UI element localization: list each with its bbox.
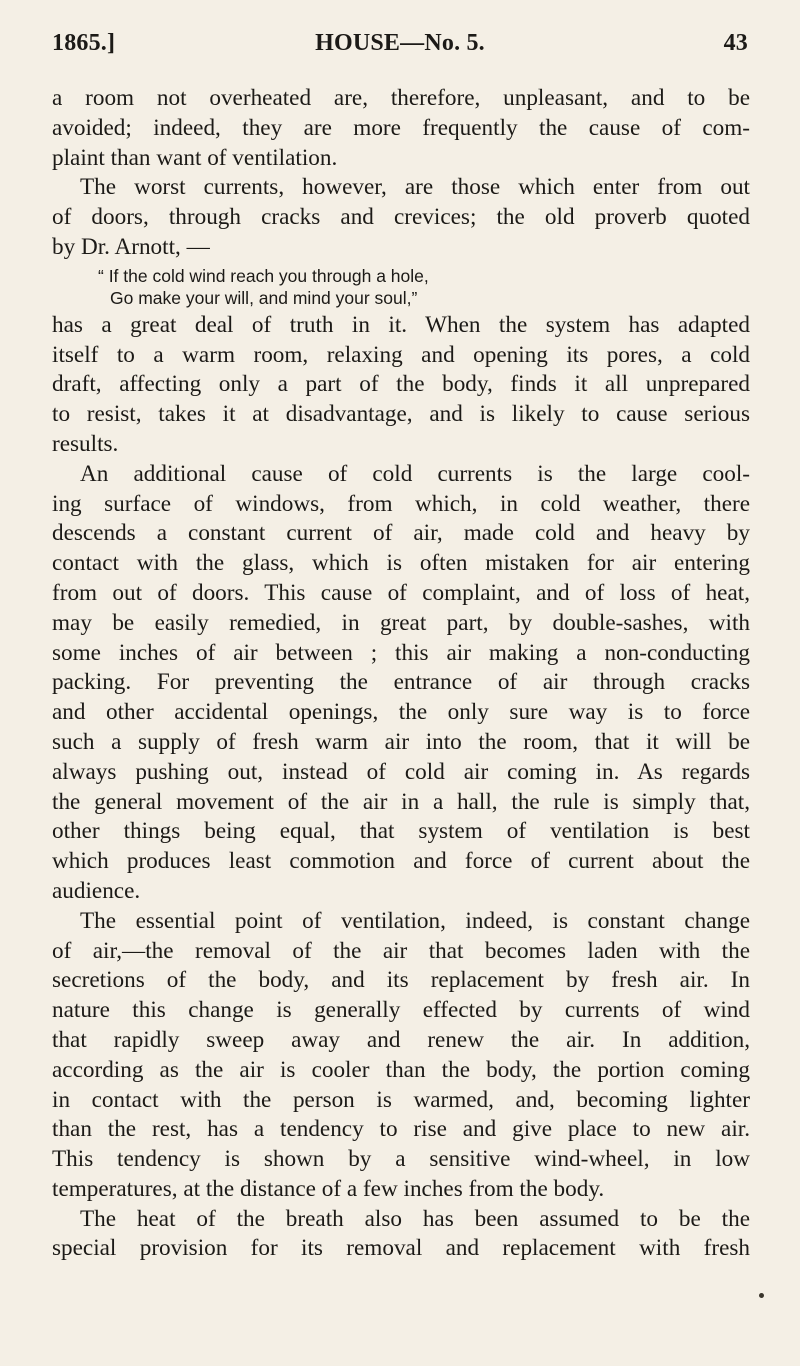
text-line: to resist, takes it at disadvantage, and is likely to cause serious [52, 401, 750, 428]
text-line: secretions of the body, and its replacement by fresh air. In [52, 967, 750, 994]
text-line: An additional cause of cold currents is the large cool- [80, 460, 750, 487]
text-line: that rapidly sweep away and renew the air. In addition, [52, 1026, 750, 1053]
text-line: and other accidental openings, the only sure way is to force [52, 699, 750, 726]
text-line: in contact with the person is warmed, and, becoming lighter [52, 1086, 750, 1113]
text-line: a room not overheated are, therefore, unpleasant, and to be [52, 85, 750, 111]
text-line: of doors, through cracks and crevices; the old proverb quoted [52, 204, 750, 231]
text-line: special provision for its removal and replacement with fresh [52, 1235, 750, 1262]
text-line: The essential point of ventilation, indeed, is constant change [80, 907, 750, 934]
text-line: other things being equal, that system of ventilation is best [52, 818, 750, 845]
text-line: avoided; indeed, they are more frequently the cause of com- [52, 114, 750, 141]
text-line: which produces least commotion and force of current about the [52, 848, 750, 875]
text-line: descends a constant current of air, made cold and heavy by [52, 520, 750, 547]
verse-line: “ If the cold wind reach you through a hole, [98, 265, 429, 286]
text-line: This tendency is shown by a sensitive wind-wheel, in low [52, 1146, 750, 1173]
text-line: contact with the glass, which is often mistaken for air entering [52, 550, 750, 577]
text-line: may be easily remedied, in great part, by double-sashes, with [52, 609, 750, 636]
text-line: some inches of air between ; this air making a non-conducting [52, 639, 750, 666]
text-line: ing surface of windows, from which, in cold weather, there [52, 490, 750, 517]
page-body [52, 84, 750, 1264]
text-line: plaint than want of ventilation. [52, 144, 338, 171]
text-line: audience. [52, 877, 141, 904]
margin-dot-mark [759, 1293, 764, 1298]
text-line: according as the air is cooler than the body, the portion coming [52, 1056, 750, 1083]
text-line: The worst currents, however, are those which enter from out [80, 174, 750, 201]
header-year: 1865.] [52, 30, 116, 56]
verse-line: Go make your will, and mind your soul,” [110, 287, 418, 308]
text-line: itself to a warm room, relaxing and opening its pores, a cold [52, 341, 750, 368]
text-line: has a great deal of truth in it. When the system has adapted [52, 311, 750, 338]
text-line: draft, affecting only a part of the body, finds it all unprepared [52, 371, 750, 398]
text-line: the general movement of the air in a hall, the rule is simply that, [52, 788, 750, 815]
text-line: such a supply of fresh warm air into the room, that it will be [52, 728, 750, 755]
running-head [52, 30, 748, 66]
text-line: by Dr. Arnott, — [52, 233, 210, 260]
text-line: nature this change is generally effected by currents of wind [52, 997, 750, 1024]
text-line: from out of doors. This cause of complaint, and of loss of heat, [52, 579, 750, 606]
text-line: always pushing out, instead of cold air coming in. As regards [52, 758, 750, 785]
page-number: 43 [723, 30, 748, 56]
text-line: packing. For preventing the entrance of air through cracks [52, 669, 750, 696]
text-line: than the rest, has a tendency to rise and give place to new air. [52, 1116, 750, 1143]
text-line: results. [52, 430, 119, 457]
text-line: The heat of the breath also has been assumed to be the [80, 1205, 750, 1232]
text-line: temperatures, at the distance of a few inches from the body. [52, 1175, 605, 1202]
header-title: HOUSE—No. 5. [315, 30, 485, 56]
text-line: of air,—the removal of the air that becomes laden with the [52, 937, 750, 964]
